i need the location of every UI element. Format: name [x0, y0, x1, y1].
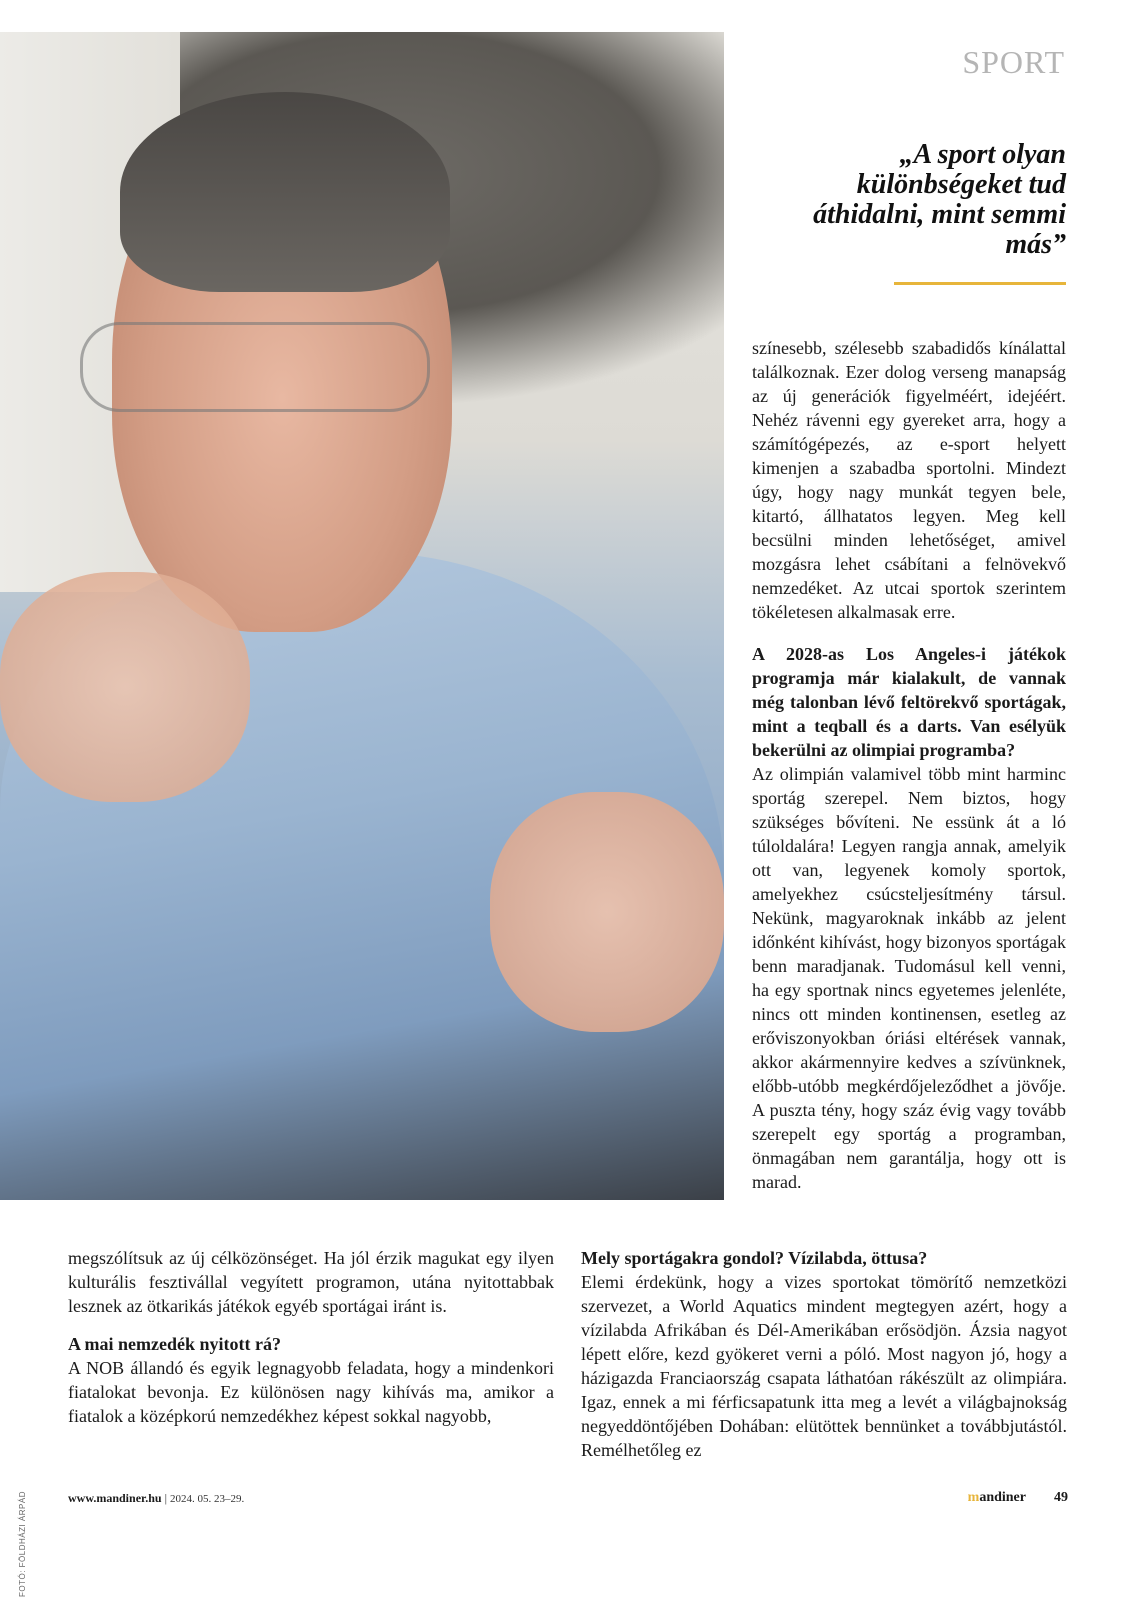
page-number: 49: [1054, 1490, 1068, 1505]
bottom-left-column: [68, 1246, 554, 1428]
photo-hair: [120, 92, 450, 292]
interview-photo: [0, 32, 724, 1200]
footer-date: 2024. 05. 23–29.: [170, 1493, 245, 1505]
photo-credit: [18, 1370, 32, 1597]
right-column: [752, 336, 1066, 1194]
footer-separator: |: [164, 1491, 167, 1505]
pull-quote: „A sport olyan különbségeket tud áthidalni, mint semmi más”: [813, 139, 1066, 260]
page-footer: [68, 1488, 1068, 1508]
pull-quote-rule: [894, 282, 1066, 285]
photo-left-hand: [0, 572, 250, 802]
photo-credit-text: FOTÓ: FÖLDHÁZI ÁRPÁD: [18, 1491, 27, 1597]
brand-logo-rest: andiner: [979, 1490, 1026, 1505]
bottom-right-column: [581, 1246, 1067, 1462]
footer-site[interactable]: www.mandiner.hu: [68, 1491, 162, 1505]
interview-answer: A NOB állandó és egyik legnagyobb feladata, hogy a mindenkori fiatalokat bevonja. Ez különösen nagy kihívás ma, amikor a fiatalok a középkorú nemzedékhez képest sokkal nagyobb,: [68, 1358, 554, 1426]
section-label: SPORT: [962, 44, 1065, 80]
photo-glasses: [80, 322, 430, 412]
interview-question: Mely sportágakra gondol? Vízilabda, öttusa?: [581, 1248, 928, 1268]
right-paragraph: színesebb, szélesebb szabadidős kínálattal találkoznak. Ezer dolog verseng manapság az új generációk figyelméért, idejéért. Nehéz rávenni egy gyereket arra, hogy a számítógépezés, az e-sport helyett kimenjen a szabadba sportolni. Mindezt úgy, hogy nagy munkát tegyen bele, kitartó, állhatatos legyen. Meg kell becsülni minden lehetőséget, amivel mozgásra lehet csábítani a felnövekvő nemzedéket. Az utcai sportok szerintem tökéletesen alkalmasak erre.: [752, 338, 1066, 622]
bottom-left-paragraph: megszólítsuk az új célközönséget. Ha jól érzik magukat egy ilyen kulturális fesztivállal vegyített programon, utána nyitottabbak lesznek az ötkarikás játékok egyéb sportágai iránt is.: [68, 1248, 554, 1316]
interview-question: A mai nemzedék nyitott rá?: [68, 1334, 281, 1354]
interview-question: A 2028-as Los Angeles-i játékok programja már kialakult, de vannak még talonban lévő feltörekvő sportágak, mint a teqball és a darts. Van esélyük bekerülni az olimpiai programba?: [752, 644, 1066, 760]
brand-logo-m: m: [967, 1490, 980, 1505]
photo-right-hand: [490, 792, 724, 1032]
footer-brand-logo: [968, 1488, 1026, 1508]
interview-answer: Az olimpián valamivel több mint harminc sportág szerepel. Nem biztos, hogy szükséges bővíteni. Ne essünk át a ló túloldalára! Legyen rangja annak, amelyik ott van, legyenek komoly sportok, amelyekhez csúcsteljesítmény társul. Nekünk, magyaroknak inkább az jelent időnként kihívást, hogy bizonyos sportágak benn maradjanak. Tudomásul kell venni, ha egy sportnak nincs egyetemes jelenléte, nincs ott minden kontinensen, esetleg az erőviszonyokban óriási eltérések vannak, akkor akármennyire kedves a szívünknek, előbb-utóbb megkérdőjeleződhet a jövője. A puszta tény, hogy száz évig vagy tovább szerepelt egy sportág a programban, önmagában nem garantálja, hogy ott is marad.: [752, 764, 1066, 1192]
interview-answer: Elemi érdekünk, hogy a vizes sportokat tömörítő nemzetközi szervezet, a World Aquatics mindent megtegyen azért, hogy a vízilabda Afrikában és Dél-Amerikában erősödjön. Ázsia nagyot lépett előre, kezd gyökeret verni a póló. Most nagyon jó, hogy a házigazda Franciaország csapata láthatóan rákészült az olimpiára. Igaz, ennek a mi férficsapatunk itta meg a levét a világbajnokság negyeddöntőjében Dohában: elütöttek bennünket a továbbjutástól. Remélhetőleg ez: [581, 1272, 1067, 1460]
